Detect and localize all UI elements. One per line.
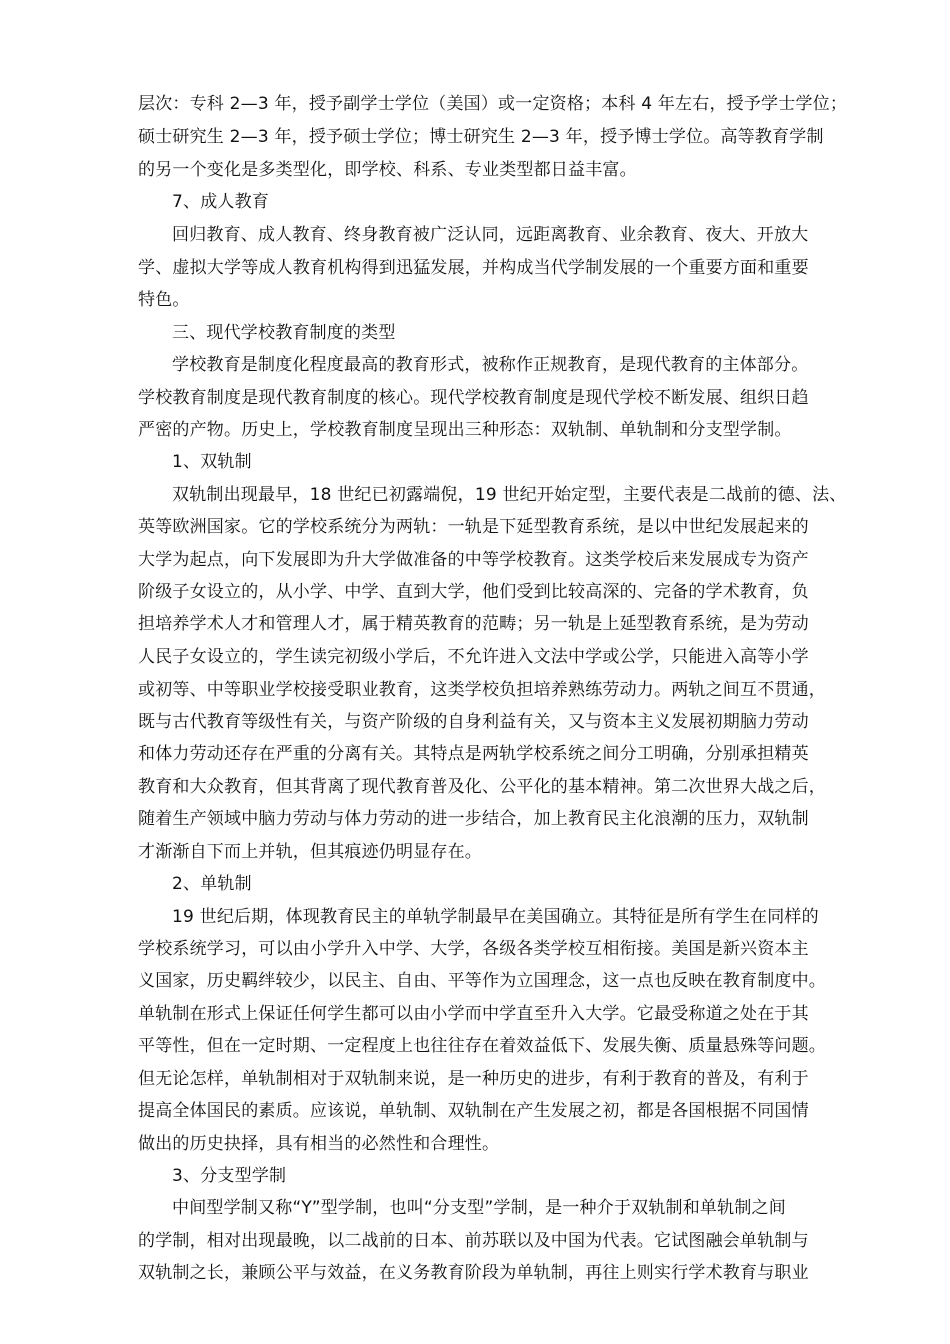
text-line: 双轨制出现最早，18 世纪已初露端倪，19 世纪开始定型，主要代表是二战前的德、法、: [172, 485, 847, 505]
text-line: 提高全体国民的素质。应该说，单轨制、双轨制在产生发展之初，都是各国根据不同国情: [138, 1101, 809, 1121]
section-heading: 三、现代学校教育制度的类型: [172, 323, 396, 343]
text-line: 但无论怎样，单轨制相对于双轨制来说，是一种历史的进步，有利于教育的普及，有利于: [138, 1069, 809, 1089]
text-line: 学、虚拟大学等成人教育机构得到迅猛发展，并构成当代学制发展的一个重要方面和重要: [138, 258, 809, 278]
text-line: 回归教育、成人教育、终身教育被广泛认同，远距离教育、业余教育、夜大、开放大: [172, 225, 809, 245]
text-line: 担培养学术人才和管理人才，属于精英教育的范畴；另一轨是上延型教育系统，是为劳动: [138, 614, 809, 634]
text-line: 阶级子女设立的，从小学、中学、直到大学，他们受到比较高深的、完备的学术教育，负: [138, 582, 809, 602]
text-line: 学校教育制度是现代教育制度的核心。现代学校教育制度是现代学校不断发展、组织日趋: [138, 388, 809, 408]
text-line: 随着生产领域中脑力劳动与体力劳动的进一步结合，加上教育民主化浪潮的压力，双轨制: [138, 809, 809, 829]
text-line: 层次：专科 2—3 年，授予副学士学位（美国）或一定资格；本科 4 年左右，授予学士学位；: [138, 94, 848, 114]
text-line: 19 世纪后期，体现教育民主的单轨学制最早在美国确立。其特征是所有学生在同样的: [172, 907, 819, 927]
text-line: 做出的历史抉择，具有相当的必然性和合理性。: [138, 1134, 500, 1154]
text-line: 既与古代教育等级性有关，与资产阶级的自身利益有关，又与资本主义发展初期脑力劳动: [138, 712, 809, 732]
text-line: 单轨制在形式上保证任何学生都可以由小学而中学直至升入大学。它最受称道之处在于其: [138, 1004, 809, 1024]
text-line: 教育和大众教育，但其背离了现代教育普及化、公平化的基本精神。第二次世界大战之后，: [138, 777, 826, 797]
text-line: 学校教育是制度化程度最高的教育形式，被称作正规教育，是现代教育的主体部分。: [172, 355, 809, 375]
text-line: 义国家，历史羁绊较少，以民主、自由、平等作为立国理念，这一点也反映在教育制度中。: [138, 971, 826, 991]
text-line: 或初等、中等职业学校接受职业教育，这类学校负担培养熟练劳动力。两轨之间互不贯通，: [138, 680, 826, 700]
text-line: 平等性，但在一定时期、一定程度上也往往存在着效益低下、发展失衡、质量悬殊等问题。: [138, 1036, 826, 1056]
text-line: 硕士研究生 2—3 年，授予硕士学位；博士研究生 2—3 年，授予博士学位。高等教育学制: [138, 127, 824, 147]
text-line: 人民子女设立的，学生读完初级小学后，不允许进入文法中学或公学，只能进入高等小学: [138, 647, 809, 667]
text-line: 才渐渐自下而上并轨，但其痕迹仍明显存在。: [138, 842, 482, 862]
section-heading: 2、单轨制: [172, 874, 252, 894]
text-line: 双轨制之长，兼顾公平与效益，在义务教育阶段为单轨制，再往上则实行学术教育与职业: [138, 1263, 809, 1283]
text-line: 的另一个变化是多类型化，即学校、科系、专业类型都日益丰富。: [138, 160, 637, 180]
text-line: 学校系统学习，可以由小学升入中学、大学，各级各类学校互相衔接。美国是新兴资本主: [138, 939, 809, 959]
section-heading: 3、分支型学制: [172, 1166, 287, 1186]
text-line: 严密的产物。历史上，学校教育制度呈现出三种形态：双轨制、单轨制和分支型学制。: [138, 420, 792, 440]
text-line: 英等欧洲国家。它的学校系统分为两轨：一轨是下延型教育系统，是以中世纪发展起来的: [138, 517, 809, 537]
section-heading: 1、双轨制: [172, 452, 252, 472]
section-heading: 7、成人教育: [172, 192, 270, 212]
text-line: 中间型学制又称“Y”型学制，也叫“分支型”学制，是一种介于双轨制和单轨制之间: [172, 1198, 786, 1218]
text-line: 的学制，相对出现最晚，以二战前的日本、前苏联以及中国为代表。它试图融会单轨制与: [138, 1231, 809, 1251]
text-line: 和体力劳动还存在严重的分离有关。其特点是两轨学校系统之间分工明确，分别承担精英: [138, 744, 809, 764]
text-line: 大学为起点，向下发展即为升大学做准备的中等学校教育。这类学校后来发展成专为资产: [138, 550, 809, 570]
text-line: 特色。: [138, 290, 190, 310]
